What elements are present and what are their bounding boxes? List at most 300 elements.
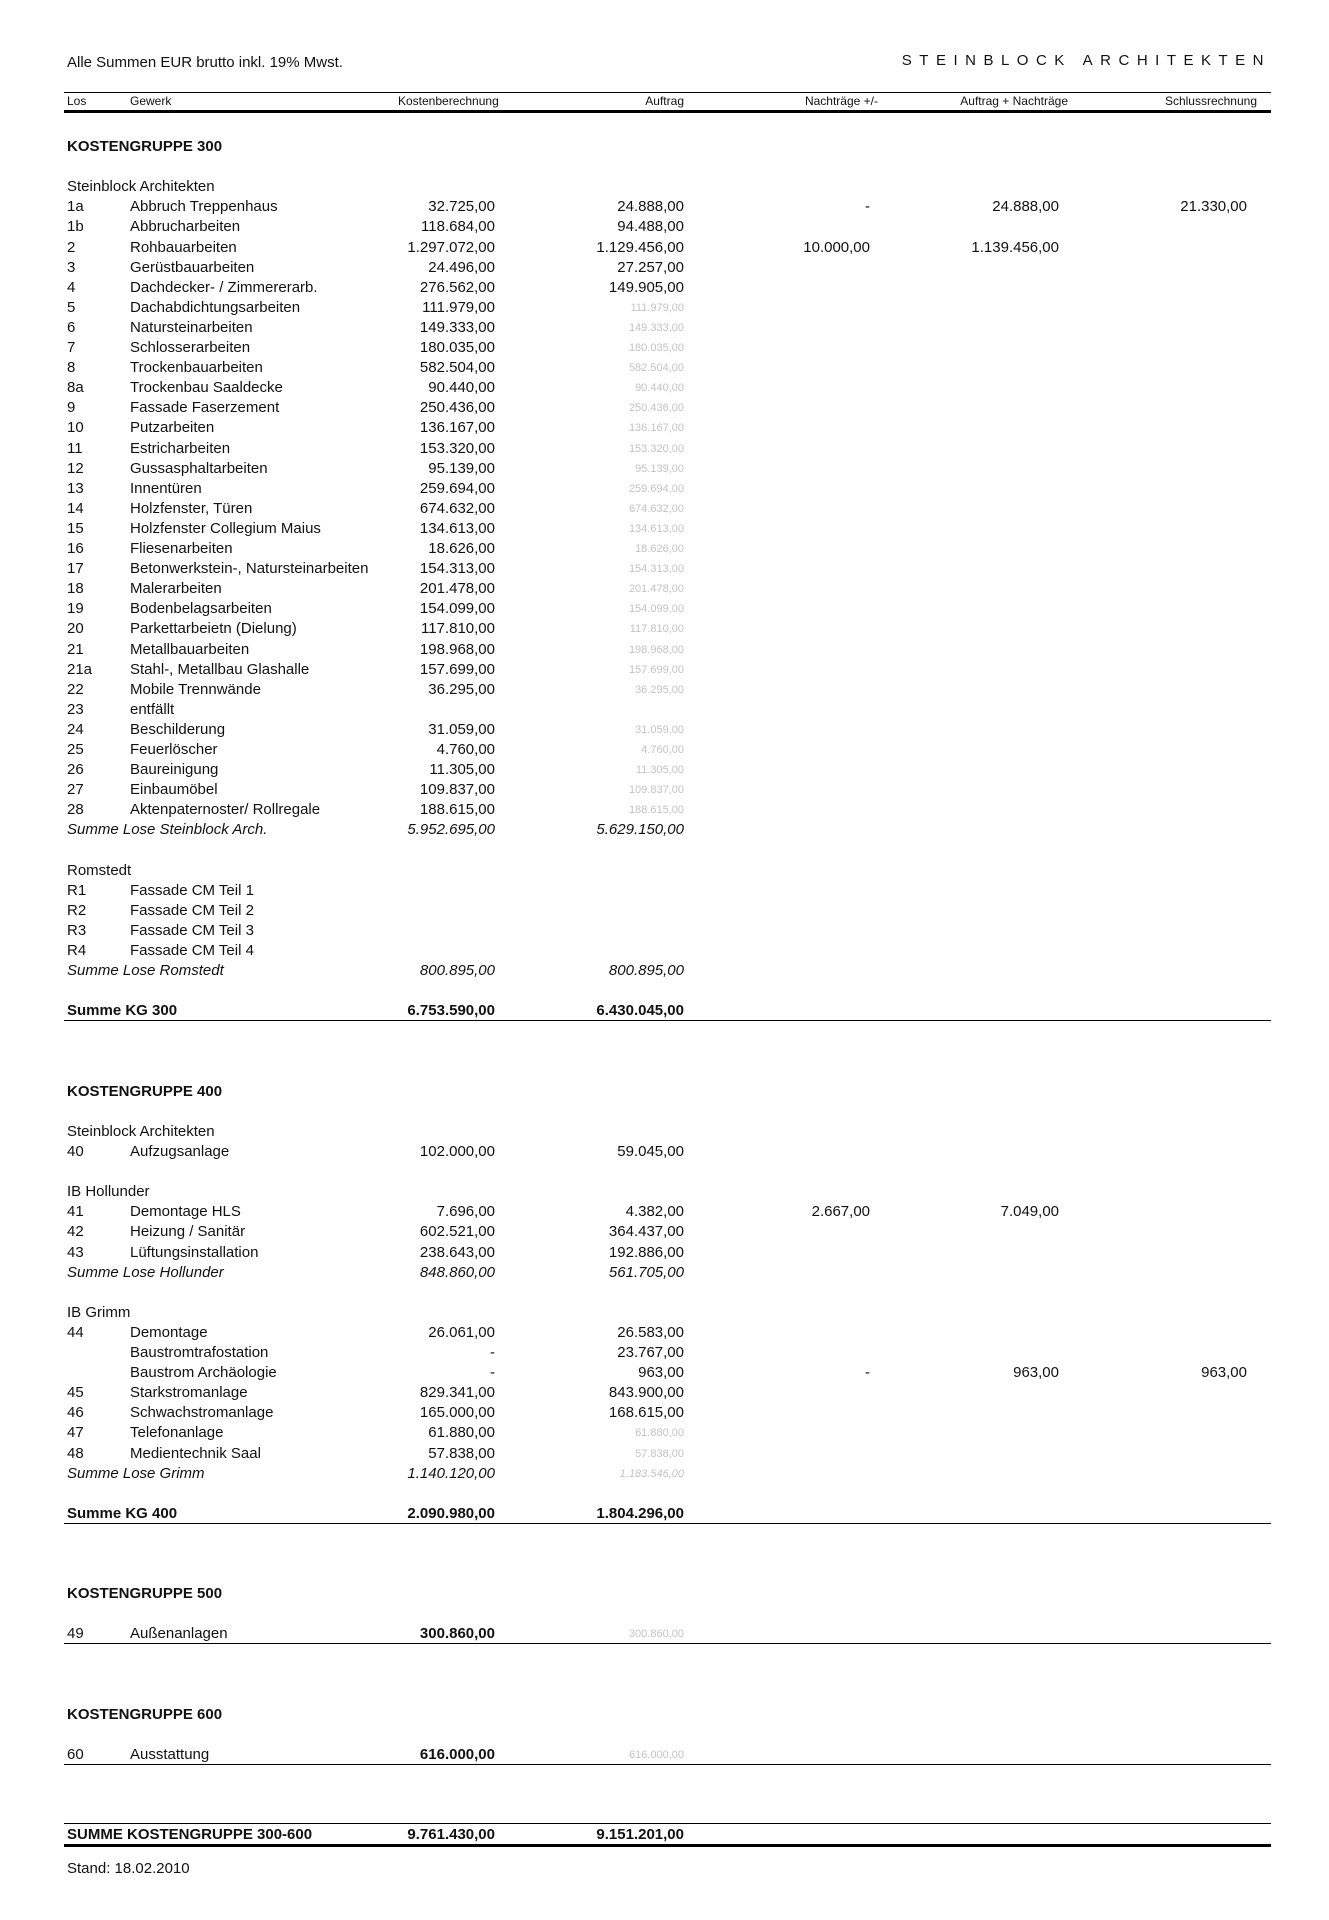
cell-auftrag: 18.626,00 — [635, 543, 684, 555]
cell-los: 5 — [67, 298, 76, 316]
table-row — [0, 278, 1329, 298]
col-los: Los — [67, 94, 87, 108]
cell-auftrag: 111.979,00 — [630, 301, 684, 314]
cell-los: 21 — [67, 640, 84, 658]
grand-total-label: SUMME KOSTENGRUPPE 300-600 — [67, 1826, 313, 1844]
cell-gewerk: Schwachstromanlage — [130, 1404, 274, 1422]
cell-kostenberechnung: 117.810,00 — [421, 620, 495, 638]
kg400-hollunder-label-row — [0, 1182, 1329, 1202]
table-row — [0, 640, 1329, 660]
cell-kostenberechnung: 57.838,00 — [428, 1444, 495, 1462]
cell-auftrag: 134.613,00 — [628, 522, 684, 535]
kg500-title-row — [0, 1584, 1329, 1604]
cell-auftrag: 149.905,00 — [608, 278, 684, 296]
cell-gewerk: Fassade Faserzement — [130, 399, 280, 417]
cell-los: 1b — [67, 218, 84, 236]
grand-total-kostenberechnung: 9.761.430,00 — [407, 1826, 495, 1844]
cell-auftrag: 90.440,00 — [635, 382, 684, 395]
table-row — [0, 338, 1329, 358]
cell-kostenberechnung: 24.496,00 — [428, 258, 495, 276]
cell-schlussrechnung: 21.330,00 — [1180, 198, 1247, 216]
table-row — [0, 800, 1329, 820]
cell-kostenberechnung: 276.562,00 — [419, 278, 495, 296]
kg400-title: KOSTENGRUPPE 400 — [67, 1082, 223, 1100]
cell-kostenberechnung: 602.521,00 — [419, 1223, 495, 1241]
sum-hollunder-label: Summe Lose Hollunder — [67, 1263, 224, 1281]
cell-gewerk: Estricharbeiten — [130, 439, 231, 457]
cell-gewerk: Baustrom Archäologie — [130, 1364, 277, 1382]
table-header — [64, 92, 1271, 113]
cell-auftrag: 4.382,00 — [625, 1203, 684, 1221]
cell-kostenberechnung: 674.632,00 — [419, 499, 495, 517]
kg300-steinblock-label-row — [0, 177, 1329, 197]
table-row — [0, 1624, 1329, 1644]
cell-kostenberechnung: 61.880,00 — [428, 1424, 495, 1442]
total-kg300-auftrag: 6.430.045,00 — [596, 1002, 684, 1020]
kg400-divider — [64, 1523, 1271, 1524]
cell-auftrag: 154.313,00 — [628, 563, 684, 576]
cell-gewerk: Trockenbauarbeiten — [130, 359, 263, 377]
sum-romstedt-auftrag: 800.895,00 — [608, 962, 684, 980]
cell-kostenberechnung: - — [490, 1364, 495, 1382]
table-row — [0, 298, 1329, 318]
cell-los: 23 — [67, 700, 84, 718]
total-kg400-kostenberechnung: 2.090.980,00 — [407, 1504, 495, 1522]
cell-gewerk: Innentüren — [130, 479, 202, 497]
cell-los: R3 — [67, 921, 87, 939]
cell-kostenberechnung: 102.000,00 — [419, 1143, 495, 1160]
table-row — [0, 660, 1329, 680]
cell-los: 28 — [67, 801, 84, 819]
cell-kostenberechnung: 95.139,00 — [428, 459, 495, 477]
cell-los: R2 — [67, 901, 87, 919]
cell-kostenberechnung: 198.968,00 — [419, 640, 495, 658]
cell-gewerk: Stahl-, Metallbau Glashalle — [130, 660, 310, 678]
cell-los: 7 — [67, 339, 76, 356]
cell-auftrag: 27.257,00 — [617, 258, 684, 276]
cell-los: 20 — [67, 620, 84, 638]
cell-auftrag: 4.760,00 — [641, 744, 684, 756]
cell-los: 8 — [67, 359, 76, 377]
cell-auftrag: 674.632,00 — [628, 502, 684, 515]
total-kg400-auftrag: 1.804.296,00 — [596, 1504, 684, 1522]
cell-kostenberechnung: 153.320,00 — [419, 439, 495, 457]
cell-gewerk: Holzfenster, Türen — [130, 499, 253, 517]
cell-kostenberechnung: 201.478,00 — [419, 580, 495, 598]
table-row — [0, 1423, 1329, 1443]
cell-los: 9 — [67, 399, 76, 417]
cell-auftrag: 157.699,00 — [628, 663, 684, 676]
cell-auftrag: 198.968,00 — [628, 643, 684, 656]
cell-los: 45 — [67, 1384, 84, 1402]
table-row — [0, 479, 1329, 499]
kg400-title-row — [0, 1082, 1329, 1102]
cell-kostenberechnung: 154.313,00 — [419, 560, 495, 578]
cell-gewerk: Parkettarbeietn (Dielung) — [130, 620, 297, 638]
cell-gewerk: Aktenpaternoster/ Rollregale — [130, 801, 321, 819]
cell-auftrag: 180.035,00 — [628, 342, 684, 354]
cell-auftrag: 843.900,00 — [608, 1384, 684, 1402]
cell-los: R1 — [67, 881, 87, 899]
table-row — [0, 720, 1329, 740]
cell-kostenberechnung: 11.305,00 — [429, 761, 495, 779]
cell-los: 14 — [67, 499, 84, 517]
cell-los: 40 — [67, 1143, 84, 1160]
cell-auftrag: 192.886,00 — [608, 1243, 684, 1261]
total-kg300-label: Summe KG 300 — [67, 1002, 178, 1020]
cell-nachtraege: 2.667,00 — [811, 1203, 870, 1221]
table-row — [0, 258, 1329, 278]
table-row — [0, 1202, 1329, 1222]
cell-gewerk: Abbruch Treppenhaus — [130, 198, 278, 216]
cell-gewerk: Feuerlöscher — [130, 741, 218, 758]
table-row — [0, 539, 1329, 559]
table-row — [0, 1343, 1329, 1363]
cell-los: 17 — [67, 560, 84, 578]
col-kostenberechnung: Kostenberechnung — [398, 94, 499, 108]
table-row — [0, 1745, 1329, 1765]
cell-los: 41 — [67, 1203, 84, 1221]
sum-steinblock — [0, 820, 1329, 840]
cell-los: 60 — [67, 1746, 84, 1763]
cell-kostenberechnung: 90.440,00 — [428, 379, 495, 397]
cell-los: 19 — [67, 600, 84, 618]
table-row — [0, 579, 1329, 599]
cell-kostenberechnung: 165.000,00 — [419, 1404, 495, 1422]
col-gewerk: Gewerk — [130, 94, 172, 108]
cell-gewerk: Gussasphaltarbeiten — [130, 459, 268, 477]
cell-gewerk: Mobile Trennwände — [130, 680, 261, 698]
table-row — [0, 619, 1329, 639]
cell-gewerk: Fassade CM Teil 3 — [130, 921, 254, 939]
total-kg400-label: Summe KG 400 — [67, 1504, 178, 1522]
cell-los: 16 — [67, 540, 84, 557]
cell-auftrag: 250.436,00 — [628, 402, 684, 415]
cell-gewerk: Starkstromanlage — [130, 1384, 248, 1402]
cell-auftrag: 201.478,00 — [628, 583, 684, 596]
sum-hollunder — [0, 1263, 1329, 1283]
currency-note: Alle Summen EUR brutto inkl. 19% Mwst. — [67, 54, 343, 71]
kg300-title-row — [0, 137, 1329, 157]
cell-kostenberechnung: 31.059,00 — [428, 720, 495, 738]
cell-gewerk: Gerüstbauarbeiten — [130, 258, 255, 276]
cell-auftrag: 364.437,00 — [608, 1223, 684, 1241]
kg500-divider — [64, 1643, 1271, 1644]
table-row — [0, 1383, 1329, 1403]
cell-gewerk: Natursteinarbeiten — [130, 318, 253, 336]
table-row — [0, 680, 1329, 700]
cell-los: 12 — [67, 459, 84, 477]
kg600-title: KOSTENGRUPPE 600 — [67, 1705, 223, 1723]
cell-gewerk: Aufzugsanlage — [130, 1143, 230, 1160]
cell-auftrag: 95.139,00 — [635, 462, 684, 475]
cell-gewerk: Baustromtrafostation — [130, 1344, 269, 1361]
kg400-steinblock-label-row — [0, 1122, 1329, 1142]
cell-gewerk: Rohbauarbeiten — [130, 238, 237, 256]
cell-kostenberechnung: 188.615,00 — [419, 801, 495, 819]
kg300-romstedt-label-row — [0, 861, 1329, 881]
cell-auftrag: 168.615,00 — [608, 1404, 684, 1422]
table-row — [0, 197, 1329, 217]
cell-kostenberechnung: 250.436,00 — [419, 399, 495, 417]
table-row — [0, 238, 1329, 258]
cell-los: 4 — [67, 278, 76, 296]
cell-kostenberechnung: 4.760,00 — [436, 741, 495, 758]
grand-total — [0, 1825, 1329, 1845]
cell-gewerk: Abbrucharbeiten — [130, 218, 241, 236]
cell-gewerk: Außenanlagen — [130, 1625, 228, 1643]
cell-kostenberechnung: 18.626,00 — [428, 540, 495, 557]
cell-kostenberechnung: 36.295,00 — [428, 680, 495, 698]
total-kg400 — [0, 1504, 1329, 1524]
cell-kostenberechnung: 259.694,00 — [419, 479, 495, 497]
cell-kostenberechnung: 582.504,00 — [419, 359, 495, 377]
sum-grimm-kostenberechnung: 1.140.120,00 — [407, 1464, 495, 1482]
cell-auftrag: 36.295,00 — [635, 683, 684, 696]
cell-kostenberechnung: 180.035,00 — [419, 339, 495, 356]
cell-los: 15 — [67, 519, 84, 537]
table-row — [0, 780, 1329, 800]
cell-gewerk: Dachabdichtungsarbeiten — [130, 298, 301, 316]
cell-gewerk: Einbaumöbel — [130, 781, 218, 799]
cell-gewerk: Dachdecker- / Zimmererarb. — [130, 278, 318, 296]
cell-gewerk: Heizung / Sanitär — [130, 1223, 246, 1241]
kg400-steinblock-label: Steinblock Architekten — [67, 1122, 215, 1140]
cell-auftrag: 11.305,00 — [635, 764, 684, 777]
sum-grimm-label: Summe Lose Grimm — [67, 1464, 205, 1482]
cell-auftrag: 963,00 — [638, 1364, 684, 1382]
cell-auftrag: 154.099,00 — [628, 603, 684, 616]
cell-auftrag-nachtraege: 1.139.456,00 — [971, 238, 1059, 256]
cell-los: 18 — [67, 580, 84, 598]
grand-total-bottom-line — [64, 1844, 1271, 1847]
table-row — [0, 519, 1329, 539]
total-kg300 — [0, 1001, 1329, 1021]
cell-gewerk: Beschilderung — [130, 720, 226, 738]
kg300-romstedt-label: Romstedt — [67, 861, 132, 879]
table-row — [0, 941, 1329, 961]
cell-los: 21a — [67, 660, 93, 678]
cell-kostenberechnung: 134.613,00 — [419, 519, 495, 537]
sum-hollunder-auftrag: 561.705,00 — [608, 1263, 684, 1281]
cell-gewerk: Baureinigung — [130, 761, 219, 779]
table-row — [0, 1243, 1329, 1263]
cell-auftrag: 1.129.456,00 — [596, 238, 684, 256]
col-auftrag-nachtraege: Auftrag + Nachträge — [960, 94, 1068, 108]
cell-auftrag: 59.045,00 — [617, 1143, 684, 1160]
table-row — [0, 599, 1329, 619]
table-row — [0, 901, 1329, 921]
cell-kostenberechnung: 136.167,00 — [419, 419, 495, 437]
table-row — [0, 921, 1329, 941]
table-row — [0, 1363, 1329, 1383]
table-row — [0, 1142, 1329, 1162]
cell-auftrag-nachtraege: 963,00 — [1013, 1364, 1059, 1382]
cell-los: 10 — [67, 419, 84, 437]
grand-total-auftrag: 9.151.201,00 — [596, 1826, 684, 1844]
cell-gewerk: Telefonanlage — [130, 1424, 224, 1442]
col-schlussrechnung: Schlussrechnung — [1164, 94, 1257, 108]
cell-nachtraege: 10.000,00 — [803, 238, 870, 256]
cell-los: R4 — [67, 942, 87, 959]
cell-auftrag: 61.880,00 — [635, 1427, 684, 1440]
cell-los: 3 — [67, 258, 76, 276]
col-nachtraege: Nachträge +/- — [804, 94, 878, 108]
cell-los: 25 — [67, 741, 84, 758]
cell-auftrag: 259.694,00 — [628, 482, 684, 495]
cell-kostenberechnung: 109.837,00 — [419, 781, 495, 799]
cell-los: 22 — [67, 680, 84, 698]
cell-los: 47 — [67, 1424, 84, 1442]
cell-kostenberechnung: 154.099,00 — [419, 600, 495, 618]
cell-gewerk: Trockenbau Saaldecke — [130, 379, 283, 397]
table-row — [0, 318, 1329, 338]
cell-gewerk: Putzarbeiten — [130, 419, 215, 437]
cell-gewerk: Bodenbelagsarbeiten — [130, 600, 272, 618]
table-row — [0, 1403, 1329, 1423]
brand-name: STEINBLOCK ARCHITEKTEN — [901, 52, 1271, 69]
grand-total-top-line — [64, 1823, 1271, 1824]
cell-auftrag: 31.059,00 — [635, 723, 684, 736]
kg300-divider — [64, 1020, 1271, 1021]
table-row — [0, 740, 1329, 760]
cell-kostenberechnung: 157.699,00 — [419, 660, 495, 678]
table-row — [0, 700, 1329, 720]
cell-auftrag: 117.810,00 — [629, 623, 684, 636]
cell-auftrag: 24.888,00 — [617, 198, 684, 216]
table-row — [0, 358, 1329, 378]
sum-grimm — [0, 1464, 1329, 1484]
kg600-divider — [64, 1764, 1271, 1765]
cell-kostenberechnung: 149.333,00 — [419, 318, 495, 336]
table-row — [0, 499, 1329, 519]
sum-grimm-auftrag: 1.183.546,00 — [619, 1467, 684, 1480]
cell-los: 48 — [67, 1444, 84, 1462]
table-row — [0, 881, 1329, 901]
cell-auftrag: 136.167,00 — [628, 422, 684, 435]
table-row — [0, 459, 1329, 479]
cell-gewerk: Demontage — [130, 1323, 208, 1341]
cell-los: 46 — [67, 1404, 84, 1422]
table-row — [0, 418, 1329, 438]
cell-kostenberechnung: 32.725,00 — [428, 198, 495, 216]
kg300-title: KOSTENGRUPPE 300 — [67, 138, 223, 155]
cell-gewerk: Fassade CM Teil 2 — [130, 901, 254, 919]
cell-auftrag-nachtraege: 7.049,00 — [1000, 1203, 1059, 1221]
cell-los: 6 — [67, 318, 76, 336]
cell-los: 8a — [67, 379, 84, 397]
table-row — [0, 1222, 1329, 1242]
kg400-hollunder-label: IB Hollunder — [67, 1183, 150, 1201]
cell-auftrag: 94.488,00 — [617, 218, 684, 236]
cell-gewerk: Betonwerkstein-, Natursteinarbeiten — [130, 560, 369, 578]
cell-kostenberechnung: - — [490, 1344, 495, 1361]
cell-gewerk: Holzfenster Collegium Maius — [130, 519, 321, 537]
sum-steinblock-auftrag: 5.629.150,00 — [596, 821, 684, 839]
cell-los: 2 — [67, 238, 76, 256]
cell-gewerk: Fliesenarbeiten — [130, 540, 233, 557]
cell-kostenberechnung: 238.643,00 — [419, 1243, 495, 1261]
cell-kostenberechnung: 300.860,00 — [419, 1625, 495, 1643]
cell-nachtraege: - — [865, 198, 870, 216]
cell-auftrag: 300.860,00 — [628, 1628, 684, 1641]
cell-auftrag: 616.000,00 — [628, 1749, 684, 1761]
kg600-title-row — [0, 1705, 1329, 1725]
cell-los: 43 — [67, 1243, 84, 1261]
cell-auftrag: 153.320,00 — [628, 442, 684, 455]
kg500-title: KOSTENGRUPPE 500 — [67, 1585, 223, 1603]
kg400-grimm-label-row — [0, 1303, 1329, 1323]
sum-hollunder-kostenberechnung: 848.860,00 — [419, 1263, 495, 1281]
cell-gewerk: Lüftungsinstallation — [130, 1243, 259, 1261]
cell-gewerk: Medientechnik Saal — [130, 1444, 261, 1462]
table-row — [0, 1323, 1329, 1343]
sum-steinblock-kostenberechnung: 5.952.695,00 — [407, 821, 495, 839]
table-row — [0, 439, 1329, 459]
cell-kostenberechnung: 616.000,00 — [419, 1746, 495, 1763]
cell-auftrag: 57.838,00 — [635, 1447, 684, 1460]
sum-romstedt-kostenberechnung: 800.895,00 — [419, 962, 495, 980]
col-auftrag: Auftrag — [645, 94, 684, 108]
cell-nachtraege: - — [865, 1364, 870, 1382]
cell-los: 1a — [67, 198, 84, 216]
table-row — [0, 378, 1329, 398]
kg300-steinblock-label: Steinblock Architekten — [67, 178, 215, 196]
cell-kostenberechnung: 829.341,00 — [419, 1384, 495, 1402]
cell-los: 11 — [67, 439, 83, 457]
cell-kostenberechnung: 7.696,00 — [436, 1203, 495, 1221]
cell-kostenberechnung: 111.979,00 — [422, 298, 495, 316]
cell-gewerk: Demontage HLS — [130, 1203, 241, 1221]
cell-kostenberechnung: 26.061,00 — [428, 1323, 495, 1341]
cell-kostenberechnung: 1.297.072,00 — [407, 238, 495, 256]
cell-los: 13 — [67, 479, 84, 497]
cell-gewerk: entfällt — [130, 700, 175, 718]
cell-auftrag: 188.615,00 — [628, 804, 684, 817]
cell-los: 49 — [67, 1625, 84, 1643]
cell-auftrag: 26.583,00 — [617, 1323, 684, 1341]
table-row — [0, 1444, 1329, 1464]
cell-los: 42 — [67, 1223, 84, 1241]
cell-los: 27 — [67, 781, 84, 799]
table-row — [0, 398, 1329, 418]
cell-kostenberechnung: 118.684,00 — [421, 218, 495, 236]
stand-date: Stand: 18.02.2010 — [67, 1860, 190, 1877]
cell-gewerk: Schlosserarbeiten — [130, 339, 251, 356]
kg400-grimm-label: IB Grimm — [67, 1303, 131, 1321]
table-row — [0, 217, 1329, 237]
cell-los: 26 — [67, 761, 84, 779]
cell-schlussrechnung: 963,00 — [1201, 1364, 1247, 1382]
sum-romstedt-label: Summe Lose Romstedt — [67, 962, 224, 980]
cell-gewerk: Ausstattung — [130, 1746, 210, 1763]
cell-gewerk: Metallbauarbeiten — [130, 640, 250, 658]
cell-auftrag: 23.767,00 — [617, 1344, 684, 1361]
cell-auftrag: 582.504,00 — [628, 362, 684, 375]
cell-gewerk: Fassade CM Teil 4 — [130, 942, 254, 959]
sum-steinblock-label: Summe Lose Steinblock Arch. — [67, 821, 268, 839]
table-row — [0, 760, 1329, 780]
cell-gewerk: Fassade CM Teil 1 — [130, 881, 254, 899]
cell-los: 24 — [67, 720, 84, 738]
table-row — [0, 559, 1329, 579]
cell-auftrag: 109.837,00 — [628, 784, 684, 797]
sum-romstedt — [0, 961, 1329, 981]
cell-auftrag-nachtraege: 24.888,00 — [992, 198, 1059, 216]
cell-gewerk: Malerarbeiten — [130, 580, 222, 598]
cell-auftrag: 149.333,00 — [628, 321, 684, 334]
cell-los: 44 — [67, 1323, 84, 1341]
